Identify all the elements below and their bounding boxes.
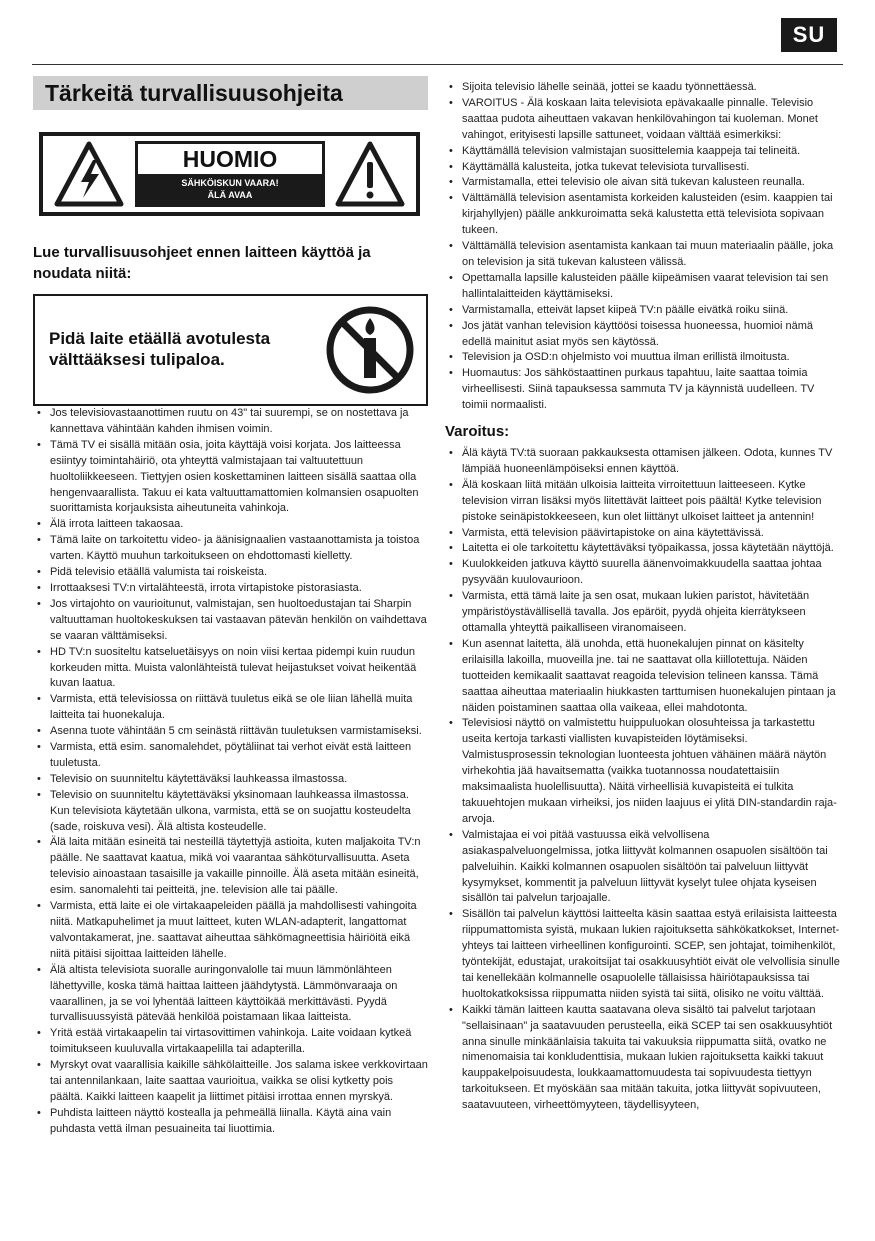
caution-title: HUOMIO bbox=[182, 145, 278, 172]
top-divider bbox=[32, 64, 843, 65]
list-item: • Yritä estää virtakaapelin tai virtasovittimen vahinkoja. Laite voidaan kytkeä toimitukseen kuuluvalla virtakaapelilla tai adapterilla. bbox=[33, 1026, 428, 1058]
list-item: • Varmista, että televisiossa on riittävä tuuletus eikä se ole liian lähellä muita laitteita tai huonekaluja. bbox=[33, 692, 428, 724]
list-item: • Käyttämällä television valmistajan suosittelemia kaappeja tai telineitä. bbox=[445, 144, 840, 160]
list-item: • Jos virtajohto on vaurioitunut, valmistajan, sen huoltoedustajan tai Sharpin valtuuttaman huoltokeskuksen tai vastaavan pätevän henkilön on vaihdettava se vaaran välttämiseksi. bbox=[33, 597, 428, 645]
fire-warning-box bbox=[33, 294, 428, 406]
safety-list-left bbox=[33, 406, 428, 1138]
list-item: • Älä altista televisiota suoralle auringonvalolle tai muun lämmönlähteen lähettyville, koska tämä haittaa laitteen jäähdytystä. Lämmönvaraaja on vaarallinen, ja se voi lyhentää laitteen käyttöikää merkittävästi. Pyydä turvallisuussyistä pätevää henkilöä poistamaan likaa laitteista. bbox=[33, 963, 428, 1027]
list-item: • Varmista, että esim. sanomalehdet, pöytäliinat tai verhot eivät estä laitteen tuuletusta. bbox=[33, 740, 428, 772]
read-instructions-heading: Lue turvallisuusohjeet ennen laitteen käyttöä ja noudata niitä: bbox=[33, 244, 371, 282]
list-item: • Irrottaaksesi TV:n virtalähteestä, irrota virtapistoke pistorasiasta. bbox=[33, 581, 428, 597]
list-item: • Kaikki tämän laitteen kautta saatavana oleva sisältö tai palvelut tarjotaan "sellaisinaan" ja saatavuuden perusteella, eikä SCEP tai sen osakkuusyhtiöt anna sinulle minkäänlaisia takuita tai vakuuksia riippumatta siitä, ovatko ne nimenomaisia tai konkludenttisia, mukaan lukien rajoituksetta kaikki takuut kauppakelpoisuudesta, loukkaamattomuudesta tai sopivuudesta tiettyyn tarkoitukseen. Et myöskään saa mitään takuita, jotka liittyvät sopivuuteen, saatavuuteen, virheettömyyteen, täydellisyyteen, bbox=[445, 1003, 840, 1114]
list-item: • Älä koskaan liitä mitään ulkoisia laitteita virroitettuun laitteeseen. Kytke television virran lisäksi myös liitettävät laitteet pois päältä! Kytke television pistoke seinäpistokkeeseen, kun olet liittänyt ulkoiset laitteet ja antennin! bbox=[445, 478, 840, 526]
warning-list bbox=[445, 446, 840, 1114]
no-candle-icon bbox=[324, 304, 416, 396]
list-item: • Varmista, että laite ei ole virtakaapeleiden päällä ja mahdollisesti vahingoita niitä. Matkapuhelimet ja muut laitteet, kuten WLAN-adapterit, langattomat valvontakamerat, jne. saattavat aiheuttaa sähkömagneettisia häiriöitä eikä niitä pitäisi sijoittaa laitteiden lähelle. bbox=[33, 899, 428, 963]
list-item: • Jos jätät vanhan television käyttöösi toisessa huoneessa, huomioi nämä edellä mainitut asiat myös sen käytössä. bbox=[445, 319, 840, 351]
language-badge: SU bbox=[781, 18, 837, 52]
list-item: • Jos televisiovastaanottimen ruutu on 43" tai suurempi, se on nostettava ja kannettava vähintään kahden ihmisen voimin. bbox=[33, 406, 428, 438]
page-title: Tärkeitä turvallisuusohjeita bbox=[33, 76, 428, 110]
list-item: • Älä laita mitään esineitä tai nesteillä täytettyjä astioita, kuten maljakoita TV:n päälle. Ne saattavat kaatua, mikä voi vaarantaa sähköturvallisuutta. Aseta televisio ainoastaan tasaisille ja vakaille pinnoille. Älä aseta mitään esineitä, esim. sanomalehti tai peitteitä, jne. television alle tai päälle. bbox=[33, 835, 428, 899]
list-item: • Sisällön tai palvelun käyttösi laitteelta käsin saattaa estyä erilaisista laitteesta riippumattomista syistä, mukaan lukien rajoituksetta sähkökatkokset, Internet-yhteys tai laitteen virheellinen konfigurointi. SCEP, sen johtajat, toimihenkilöt, työntekijät, edustajat, urakoitsijat tai osakkuusyhtiöt eivät ole velvollisia sinulle tai kenellekään kolmannelle osapuolelle tällaisissa häiriötapauksissa tai huoltokatkoksissa riippumatta niiden syistä tai siitä, olisiko ne voitu välttää. bbox=[445, 907, 840, 1002]
list-item: • Varmistamalla, etteivät lapset kiipeä TV:n päälle eivätkä roiku siinä. bbox=[445, 303, 840, 319]
list-item: • Välttämällä television asentamista korkeiden kalusteiden (esim. kaappien tai kirjahyllyjen) päälle ankkuroimatta sekä kalustetta että televisiota sopivaan tukeen. bbox=[445, 191, 840, 239]
list-item: • Valmistajaa ei voi pitää vastuussa eikä velvollisena asiakaspalveluongelmissa, jotka liittyvät kolmannen osapuolen sisältöön tai palveluihin. Kaikki kolmannen osapuolen sisältöön tai palveluun liittyvät kysymykset, kommentit ja palveluun liittyvät kyselyt tulee ohjata kyseisen sisällön tai palvelun tarjoajalle. bbox=[445, 828, 840, 908]
list-item: • Älä käytä TV:tä suoraan pakkauksesta ottamisen jälkeen. Odota, kunnes TV lämpiää huoneenlämpöiseksi ennen käyttöä. bbox=[445, 446, 840, 478]
left-column bbox=[33, 76, 428, 1138]
lightning-bolt-icon bbox=[53, 140, 125, 208]
list-item: • Varmista, että tämä laite ja sen osat, mukaan lukien paristot, hävitetään ympäristöystävällisellä tavalla. Jos epäröit, pyydä ohjeita kierrätykseen ottamalla yhteyttä paikalliseen viranomaiseen. bbox=[445, 589, 840, 637]
list-item: • Televisio on suunniteltu käytettäväksi lauhkeassa ilmastossa. bbox=[33, 772, 428, 788]
list-item: • Varmista, että television päävirtapistoke on aina käytettävissä. bbox=[445, 526, 840, 542]
list-item: • Puhdista laitteen näyttö kostealla ja pehmeällä liinalla. Käytä aina vain puhdasta vettä ilman pesuaineita tai liuottimia. bbox=[33, 1106, 428, 1138]
exclamation-icon bbox=[334, 140, 406, 208]
list-item: • Myrskyt ovat vaarallisia kaikille sähkölaitteille. Jos salama iskee verkkovirtaan tai antennilankaan, laite saattaa vaurioitua, vaikka se olisi kytketty pois päältä. Kaikki laitteen kaapelit ja liittimet pitäisi irrottaa ennen myrskyä. bbox=[33, 1058, 428, 1106]
fire-warning-text: Pidä laite etäällä avotulesta välttääksesi tulipaloa. bbox=[49, 329, 271, 369]
list-item: • Välttämällä television asentamista kankaan tai muun materiaalin päälle, joka on television ja sitä tukevan kalusteen välissä. bbox=[445, 239, 840, 271]
right-column bbox=[445, 80, 840, 1114]
warning-heading: Varoitus: bbox=[445, 423, 510, 441]
list-item: • Kun asennat laitetta, älä unohda, että huonekalujen pinnat on käsitelty erilaisilla lakoilla, muoveilla jne. tai ne saattavat olla kiillotettuja. Näiden tuotteiden kemikaalit saattavat reagoida television telineen kanssa. Tämä saattaa aiheuttaa materiaalin hiukkasten tarttumisen huonekalujen pintaan ja näiden poistaminen saattaa olla vaikeaa, ellei mahdotonta. bbox=[445, 637, 840, 717]
list-item: • Television ja OSD:n ohjelmisto voi muuttua ilman erillistä ilmoitusta. bbox=[445, 350, 840, 366]
list-item: • Älä irrota laitteen takaosaa. bbox=[33, 517, 428, 533]
list-item: • Huomautus: Jos sähköstaattinen purkaus tapahtuu, laite saattaa toimia virheellisesti. Siinä tapauksessa sammuta TV ja käynnistä uudelleen. TV toimii normaalisti. bbox=[445, 366, 840, 414]
list-item: • Varmistamalla, ettei televisio ole aivan sitä tukevan kalusteen reunalla. bbox=[445, 175, 840, 191]
list-item: • VAROITUS - Älä koskaan laita televisiota epävakaalle pinnalle. Televisio saattaa pudota aiheuttaen vakavan henkilövahingon tai kuoleman. Monet vahingot, erityisesti lapsille sattuneet, voidaan välttää esimerkiksi: bbox=[445, 96, 840, 144]
caution-label bbox=[39, 132, 420, 216]
list-item: • HD TV:n suositeltu katseluetäisyys on noin viisi kertaa pidempi kuin ruudun korkeuden mitta. Muista valonlähteistä tulevat heijastukset voivat heikentää kuvan laatua. bbox=[33, 645, 428, 693]
list-item: • Laitetta ei ole tarkoitettu käytettäväksi työpaikassa, jossa käytetään näyttöjä. bbox=[445, 541, 840, 557]
list-item: • Tämä laite on tarkoitettu video- ja äänisignaalien vastaanottamista ja toistoa varten. Käyttö muuhun tarkoitukseen on ehdottomasti kielletty. bbox=[33, 533, 428, 565]
list-item: • Tämä TV ei sisällä mitään osia, joita käyttäjä voisi korjata. Jos laitteessa esiintyy toimintahäiriö, ota yhteyttä valmistajaan tai valtuutettuun huoltoliikkeeseen. Tiettyjen osien koskettaminen laitteen sisällä saattaa olla hengenvaarallista. Takuu ei kata valtuuttamattomien kolmansien osapuolten suorittamista korjauksista aiheutuneita vahinkoja. bbox=[33, 438, 428, 518]
list-item: • Sijoita televisio lähelle seinää, jottei se kaadu työnnettäessä. bbox=[445, 80, 840, 96]
caution-line-1: SÄHKÖISKUN VAARA! bbox=[181, 178, 279, 188]
safety-list-right bbox=[445, 80, 840, 414]
caution-line-2: ÄLÄ AVAA bbox=[207, 190, 253, 200]
list-item: • Televisiosi näyttö on valmistettu huippuluokan olosuhteissa ja tarkastettu useita kertoja tarkasti viallisten kuvapisteiden löytämiseksi. Valmistusprosessin teknologian luonteesta johtuen vähäinen määrä näytön virhekohtia jää havaitsematta (vaikka tuotannossa noudatettaisiin maksimaalista huolellisuutta). Näitä virheellisiä kuvapisteitä ei tulkita takuuehtojen mukaan virheiksi, jos niiden laajuus ei ylitä DIN-standardin raja-arvoja. bbox=[445, 716, 840, 827]
list-item: • Asenna tuote vähintään 5 cm seinästä riittävän tuuletuksen varmistamiseksi. bbox=[33, 724, 428, 740]
caution-subtitle bbox=[138, 174, 322, 204]
list-item: • Televisio on suunniteltu käytettäväksi yksinomaan lauhkeassa ilmastossa. Kun televisiota käytetään ulkona, varmista, että se on suojattu kosteudelta (sade, roiskuva vesi). Älä altista kosteudelle. bbox=[33, 788, 428, 836]
caution-text-block bbox=[135, 141, 325, 207]
list-item: • Kuulokkeiden jatkuva käyttö suurella äänenvoimakkuudella saattaa johtaa pysyvään kuulovaurioon. bbox=[445, 557, 840, 589]
list-item: • Käyttämällä kalusteita, jotka tukevat televisiota turvallisesti. bbox=[445, 160, 840, 176]
list-item: • Opettamalla lapsille kalusteiden päälle kiipeämisen vaarat television tai sen hallintalaitteiden käyttämiseksi. bbox=[445, 271, 840, 303]
list-item: • Pidä televisio etäällä valumista tai roiskeista. bbox=[33, 565, 428, 581]
